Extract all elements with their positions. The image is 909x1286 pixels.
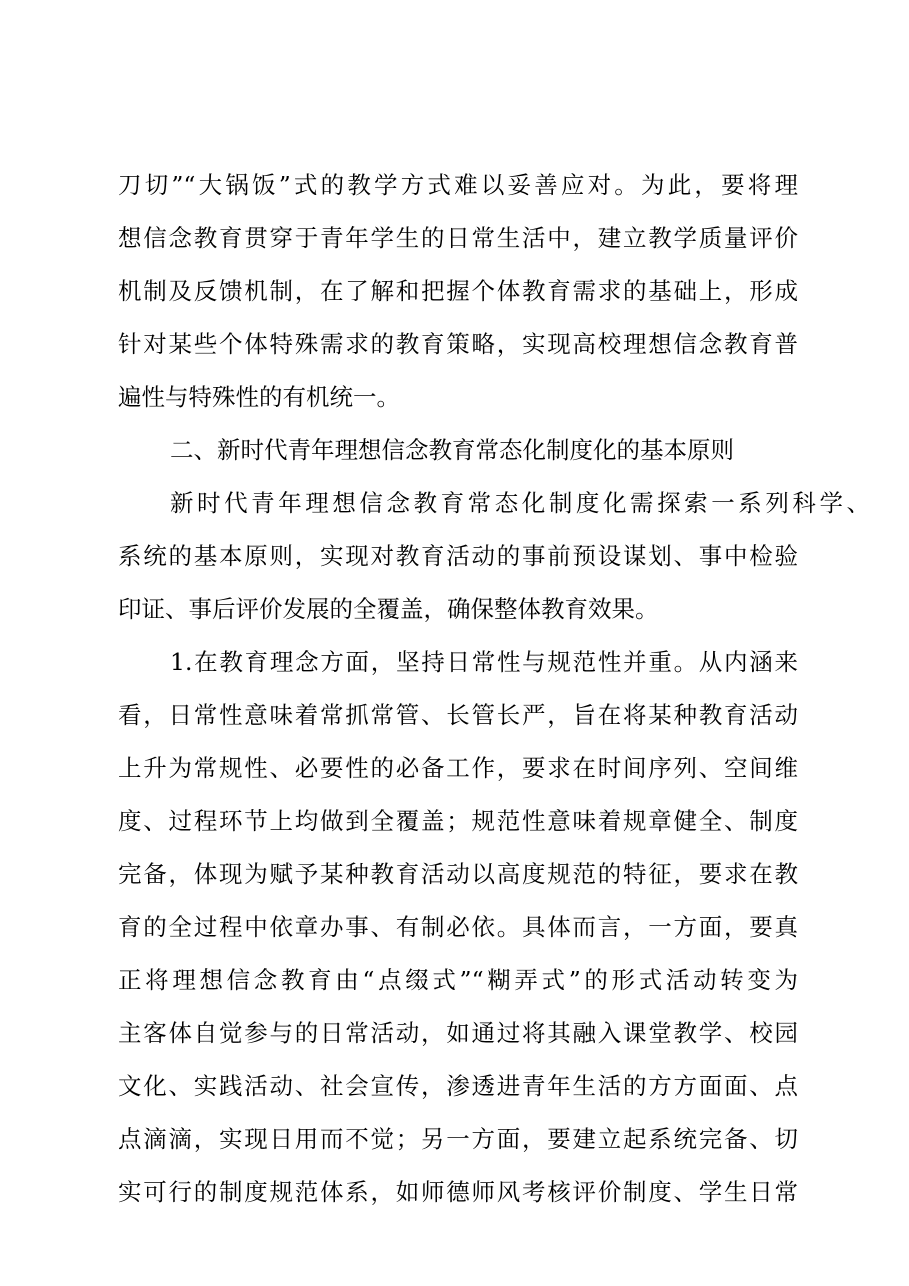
paragraph-line: 想信念教育贯穿于青年学生的日常生活中，建立教学质量评价 bbox=[118, 224, 798, 252]
paragraph-line: 系统的基本原则，实现对教育活动的事前预设谋划、事中检验 bbox=[118, 542, 798, 570]
paragraph-line: 度、过程环节上均做到全覆盖；规范性意味着规章健全、制度 bbox=[118, 807, 798, 835]
paragraph-line: 主客体自觉参与的日常活动，如通过将其融入课堂教学、校园 bbox=[118, 1019, 798, 1047]
paragraph-line: 印证、事后评价发展的全覆盖，确保整体教育效果。 bbox=[118, 595, 659, 623]
paragraph-line: 完备，体现为赋予某种教育活动以高度规范的特征，要求在教 bbox=[118, 860, 798, 888]
paragraph-line: 点滴滴，实现日用而不觉；另一方面，要建立起系统完备、切 bbox=[118, 1125, 798, 1153]
paragraph-line: 看，日常性意味着常抓常管、长管长严，旨在将某种教育活动 bbox=[118, 701, 798, 729]
paragraph-line: 育的全过程中依章办事、有制必依。具体而言，一方面，要真 bbox=[118, 913, 798, 941]
paragraph-line: 遍性与特殊性的有机统一。 bbox=[118, 383, 400, 411]
paragraph-line: 刀切”“大锅饭”式的教学方式难以妥善应对。为此，要将理 bbox=[118, 171, 798, 199]
paragraph-line: 新时代青年理想信念教育常态化制度化需探索一系列科学、 bbox=[170, 489, 870, 517]
paragraph-line: 实可行的制度规范体系，如师德师风考核评价制度、学生日常 bbox=[118, 1178, 798, 1206]
paragraph-line: 上升为常规性、必要性的必备工作，要求在时间序列、空间维 bbox=[118, 754, 798, 782]
paragraph-line: 1.在教育理念方面，坚持日常性与规范性并重。从内涵来 bbox=[170, 648, 798, 676]
section-heading: 二、新时代青年理想信念教育常态化制度化的基本原则 bbox=[170, 436, 734, 464]
paragraph-line: 文化、实践活动、社会宣传，渗透进青年生活的方方面面、点 bbox=[118, 1072, 798, 1100]
paragraph-line: 针对某些个体特殊需求的教育策略，实现高校理想信念教育普 bbox=[118, 330, 798, 358]
paragraph-line: 正将理想信念教育由“点缀式”“糊弄式”的形式活动转变为 bbox=[118, 966, 798, 994]
paragraph-line: 机制及反馈机制，在了解和把握个体教育需求的基础上，形成 bbox=[118, 277, 798, 305]
